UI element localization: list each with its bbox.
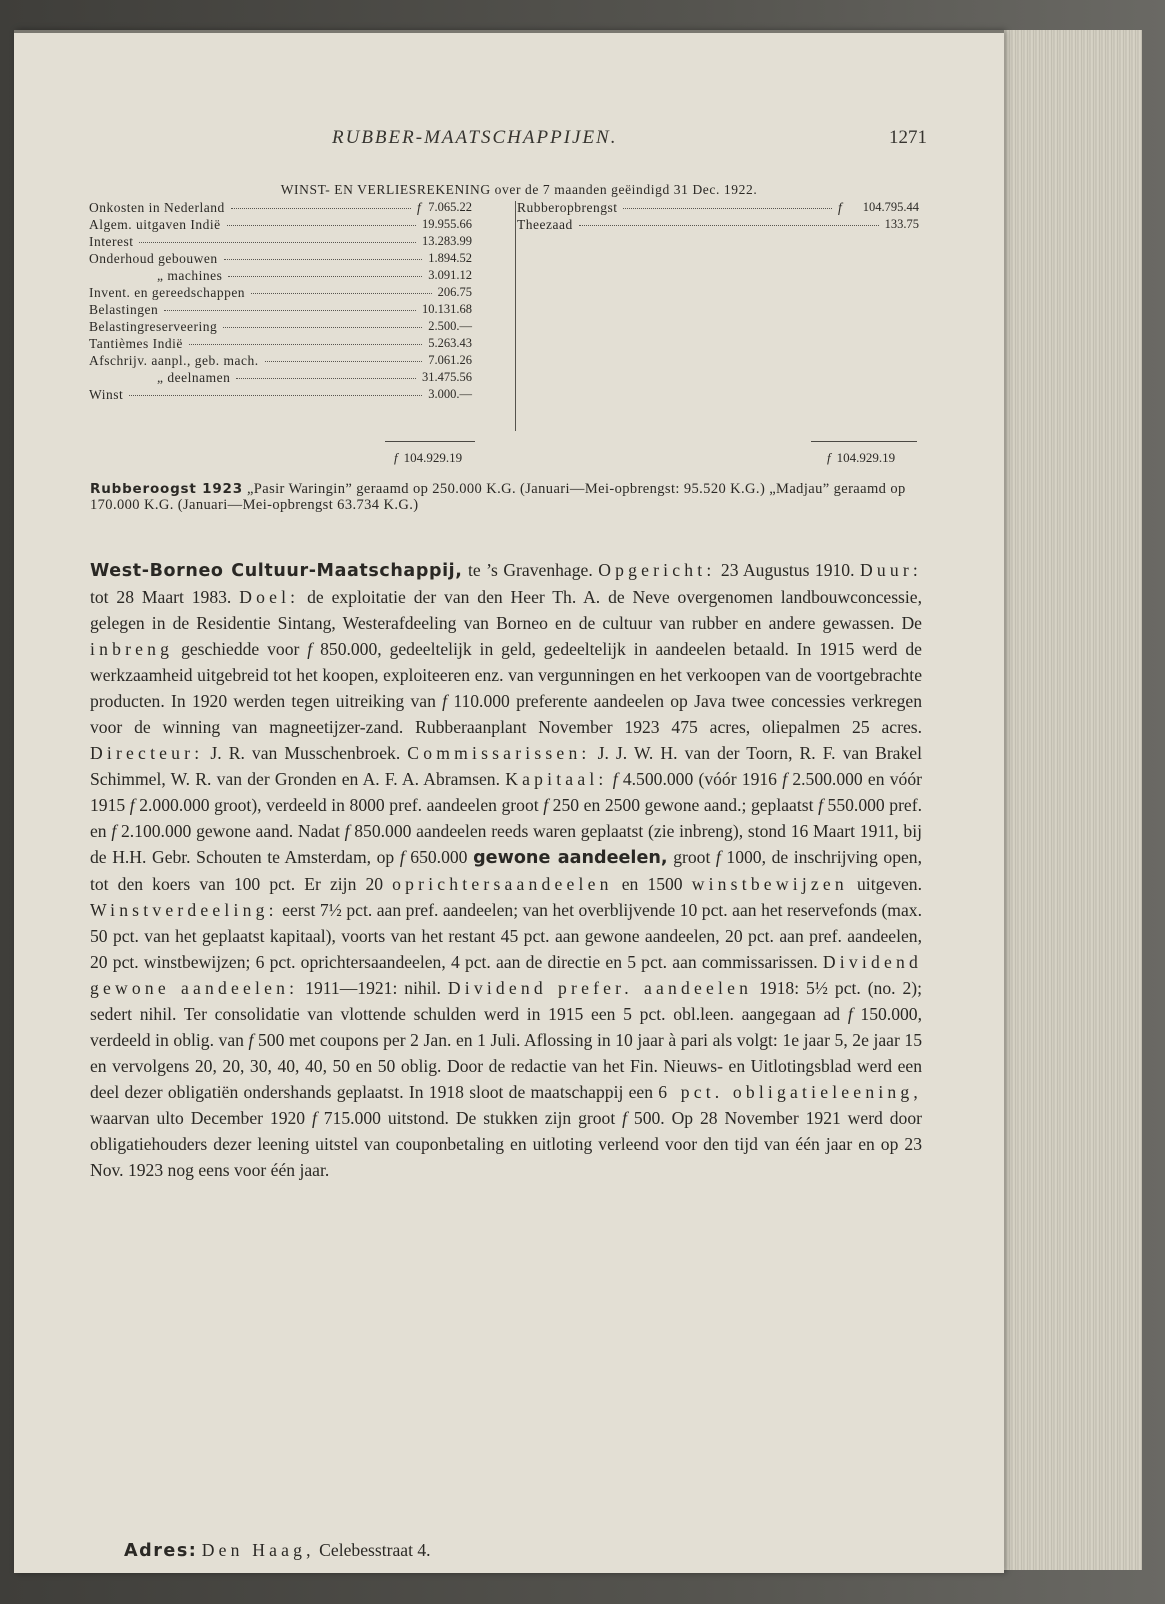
label-doel: Doel: xyxy=(239,587,300,607)
label-opgericht: Opgericht: xyxy=(598,560,716,580)
credit-label: Rubberopbrengst xyxy=(517,200,618,215)
label-winstverdeeling: Winstverdeeling: xyxy=(90,900,278,920)
credit-row xyxy=(517,199,919,216)
debit-amount: 19.955.66 xyxy=(422,217,472,231)
debit-amount: 206.75 xyxy=(437,285,472,299)
debit-label: Interest xyxy=(89,234,134,249)
debit-label: Onderhoud gebouwen xyxy=(89,251,218,266)
debit-label: Afschrijv. aanpl., geb. mach. xyxy=(89,353,259,368)
debit-label: Belastingen xyxy=(89,302,159,317)
label-dividend-gewone: Dividend gewone aandeelen: xyxy=(90,952,922,998)
book-page-edges xyxy=(990,30,1142,1570)
debit-column xyxy=(89,199,512,403)
debit-row xyxy=(89,369,512,386)
address-label: Adres: xyxy=(124,1541,198,1561)
company-entry: West-Borneo Cultuur-Maatschappij, te ’s Gravenhage. Opgericht: 23 Augustus 1910. Duur: tot 28 Maart 1983. Doel: de exploitatie der van den Heer Th. A. de Neve overgenomen landbouwconcessie, gelegen in de Residentie Sintang, Westerafdeeling van Borneo en de cultuur van rubber en andere gewassen. De inbreng geschiedde voor f 850.000, gedeeltelijk in geld, gedeeltelijk in aandeelen betaald. In 1915 werd de werkzaamheid uitgebreid tot het koopen, exploiteeren enz. van vergunningen en het verkoopen van de voortgebrachte producten. In 1920 werden tegen uitreiking van f 110.000 preferente aandeelen op Java twee concessies verkregen voor de winning van magneetijzer-zand. Rubberaanplant November 1923 475 acres, oliepalmen 25 acres. Directeur: J. R. van Musschenbroek. Commissarissen: J. J. W. H. van der Toorn, R. F. van Brakel Schimmel, W. R. van der Gronden en A. F. A. Abramsen. Kapitaal: f 4.500.000 (vóór 1916 f 2.500.000 en vóór 1915 f 2.000.000 groot), verdeeld in 8000 pref. aandeelen groot f 250 en 2500 gewone aand.; geplaatst f 550.000 pref. en f 2.100.000 gewone aand. Nadat f 850.000 aandeelen reeds waren geplaatst (zie inbreng), stond 16 Maart 1911, bij de H.H. Gebr. Schouten te Amsterdam, op f 650.000 gewone aandeelen, groot f 1000, de inschrijving open, tot den koers van 100 pct. Er zijn 20 oprichtersaandeelen en 1500 winstbewijzen uitgeven. Winstverdeeling: eerst 7½ pct. aan pref. aandeelen; van het overblijvende 10 pct. aan het reservefonds (max. 50 pct. van het geplaatst kapitaal), voorts van het restant 45 pct. aan gewone aandeelen, 20 pct. aan pref. aandeelen, 20 pct. winstbewijzen; 6 pct. oprichtersaandeelen, 4 pct. aan de directie en 5 pct. aan commissarissen. Dividend gewone aandeelen: 1911—1921: nihil. Dividend prefer. aandeelen 1918: 5½ pct. (no. 2); sedert nihil. Ter consolidatie van vlottende schulden werd in 1915 een 5 pct. obl.leen. aangegaan ad f 150.000, verdeeld in oblig. van f 500 met coupons per 2 Jan. en 1 Juli. Aflossing in 10 jaar à pari als volgt: 1e jaar 5, 2e jaar 15 en vervolgens 20, 20, 30, 40, 40, 50 en 50 oblig. Door de redactie van het Fin. Nieuws- en Uitlotingsblad werd een deel dezer obligatiën ondershands geplaatst. In 1918 sloot de maatschappij een 6 pct. obligatieleening, waarvan ulto December 1920 f 715.000 uitstond. De stukken zijn groot f 500. Op 28 November 1921 werd door obligatiehouders dezer leening uitstel van couponbetaling en uitloting verleend voor den tijd van één jaar en op 23 Nov. 1923 nog eens voor één jaar. xyxy=(90,560,923,1180)
company-address xyxy=(124,1540,431,1561)
leader-dots xyxy=(129,395,422,396)
debit-row xyxy=(89,284,512,301)
total-credit: f 104.929.19 xyxy=(827,450,896,465)
credit-amount: 104.795.44 xyxy=(862,200,919,214)
debit-amount: 7.061.26 xyxy=(428,353,472,367)
statement-title: WINST- EN VERLIESREKENING over de 7 maanden geëindigd 31 Dec. 1922. xyxy=(280,182,758,197)
debit-amount: 1.894.52 xyxy=(428,251,472,265)
debit-amount: 3.000.— xyxy=(428,387,472,401)
leader-dots xyxy=(579,225,879,226)
debit-amount: 10.131.68 xyxy=(422,302,472,316)
label-commissarissen: Commissarissen: xyxy=(407,743,591,763)
debit-label: Winst xyxy=(89,387,124,402)
debit-row xyxy=(89,233,512,250)
currency-sign: f xyxy=(417,200,421,215)
debit-amount: 5.263.43 xyxy=(428,336,472,350)
leader-dots xyxy=(623,208,832,209)
credit-label: Theezaad xyxy=(517,217,573,232)
label-obligatieleening: 6 pct. obligatieleening, xyxy=(658,1082,922,1102)
leader-dots xyxy=(223,327,422,328)
leader-dots xyxy=(228,276,422,277)
debit-label: Invent. en gereedschappen xyxy=(89,285,246,300)
credit-row xyxy=(517,216,919,233)
address-street: Celebesstraat 4. xyxy=(314,1540,431,1560)
debit-label: „ deelnamen xyxy=(157,370,231,385)
running-head xyxy=(14,127,1004,157)
company-name: West-Borneo Cultuur-Maatschappij, xyxy=(90,561,463,581)
total-debit: f 104.929.19 xyxy=(394,450,463,465)
credit-column xyxy=(517,199,919,233)
profit-loss-table xyxy=(89,199,919,465)
label-oprichtersaandeelen: oprichtersaandeelen xyxy=(392,874,613,894)
leader-dots xyxy=(227,225,416,226)
debit-amount: 2.500.— xyxy=(428,319,472,333)
debit-row xyxy=(89,386,512,403)
debit-row xyxy=(89,216,512,233)
debit-row xyxy=(89,199,512,216)
leader-dots xyxy=(265,361,423,362)
label-kapitaal: Kapitaal: xyxy=(505,769,608,789)
debit-row xyxy=(89,335,512,352)
debit-row xyxy=(89,301,512,318)
label-inbreng: inbreng xyxy=(90,639,174,659)
debit-amount: 3.091.12 xyxy=(428,268,472,282)
harvest-note xyxy=(90,481,920,513)
currency-sign: f xyxy=(838,200,842,215)
total-rule-debit xyxy=(385,441,475,442)
debit-label: Tantièmes Indië xyxy=(89,336,183,351)
debit-label: „ machines xyxy=(157,268,223,283)
running-head-title: RUBBER-MAATSCHAPPIJEN. xyxy=(332,127,618,148)
leader-dots xyxy=(189,344,422,345)
leader-dots xyxy=(251,293,432,294)
total-rule-credit xyxy=(811,441,917,442)
debit-row xyxy=(89,267,512,284)
debit-label: Algem. uitgaven Indië xyxy=(89,217,221,232)
column-divider xyxy=(515,201,516,431)
harvest-text: „Pasir Waringin” geraamd op 250.000 K.G. (Januari—Mei-opbrengst: 95.520 K.G.) „Madjau” geraamd op 170.000 K.G. (Januari—Mei-opbrengst 63.734 K.G.) xyxy=(90,481,906,513)
debit-row xyxy=(89,250,512,267)
label-directeur: Directeur: xyxy=(90,743,204,763)
book-page xyxy=(14,30,1004,1573)
page-number: 1271 xyxy=(889,127,927,148)
debit-label: Onkosten in Nederland xyxy=(89,200,225,215)
address-city: Den Haag, xyxy=(201,1540,315,1560)
leader-dots xyxy=(224,259,423,260)
debit-row xyxy=(89,352,512,369)
label-duur: Duur: xyxy=(859,560,922,580)
label-winstbewijzen: winstbewijzen xyxy=(691,874,848,894)
debit-amount: 31.475.56 xyxy=(422,370,472,384)
label-dividend-prefer: Dividend prefer. aandeelen xyxy=(447,978,753,998)
credit-amount: 133.75 xyxy=(884,217,919,231)
leader-dots xyxy=(139,242,416,243)
leader-dots xyxy=(236,378,416,379)
label-gewone-aandeelen: gewone aandeelen, xyxy=(473,848,668,868)
harvest-heading: Rubberoogst 1923 xyxy=(90,481,243,497)
debit-row xyxy=(89,318,512,335)
leader-dots xyxy=(164,310,416,311)
debit-amount: 13.283.99 xyxy=(422,234,472,248)
debit-amount: 7.065.22 xyxy=(428,200,472,214)
leader-dots xyxy=(231,208,411,209)
debit-label: Belastingreserveering xyxy=(89,319,218,334)
